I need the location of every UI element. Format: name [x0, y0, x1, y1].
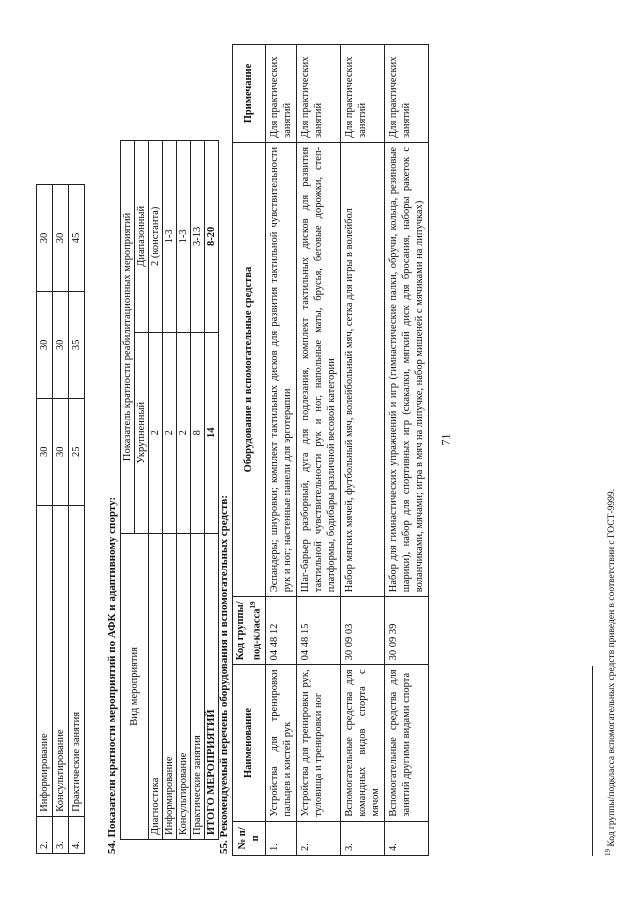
column-header-code [233, 597, 266, 665]
column-header-number: № п/п [233, 821, 266, 855]
row-name: Информирование [37, 505, 53, 816]
table-row [177, 141, 191, 840]
row-name: Устройства для тренировки рук, туловища и тренировки ног [296, 665, 340, 821]
row-value: 30 [37, 185, 53, 292]
activity-enlarged: 2 [177, 332, 191, 533]
row-value: 25 [69, 398, 85, 505]
table-header-row [121, 141, 135, 840]
activity-range: 1-3 [177, 141, 191, 333]
row-name: Практические занятия [69, 505, 85, 816]
section-54-heading: 54. Показатели кратности мероприятий по АФК и адаптивному спорту: [106, 496, 118, 854]
footnote-mark: 19 [604, 849, 612, 856]
activity-range: 3-13 [191, 141, 205, 333]
table-row [340, 45, 384, 856]
column-header-name: Наименование [233, 665, 266, 821]
activity-enlarged: 8 [191, 332, 205, 533]
row-note: Для практических занятий [265, 45, 296, 143]
row-value: 45 [69, 185, 85, 292]
row-name: Консультирование [53, 505, 69, 816]
row-number: 2. [296, 821, 340, 855]
row-note: Для практических занятий [296, 45, 340, 143]
footnote [604, 489, 617, 856]
activity-name: ИТОГО МЕРОПРИЯТИЙ [205, 533, 219, 839]
row-equipment: Эспандеры; шнуровки; комплект тактильных дисков для развития тактильной чувствительности рук и ног; настенные панели для эрготерапии [265, 142, 296, 596]
row-note: Для практических занятий [340, 45, 384, 143]
activity-name: Консультирование [177, 533, 191, 839]
column-header-equipment: Оборудование и вспомогательные средства [233, 142, 266, 596]
row-number: 2. [37, 816, 53, 853]
table-row [296, 45, 340, 856]
row-note: Для практических занятий [384, 45, 428, 143]
row-name: Устройства для тренировки пальцев и кистей рук [265, 665, 296, 821]
row-code: 04 48 15 [296, 597, 340, 665]
section-55-heading: 55. Рекомендуемый перечень оборудования и вспомогательных средств: [218, 495, 230, 854]
activity-enlarged: 14 [205, 332, 219, 533]
row-value: 30 [37, 398, 53, 505]
table-row [69, 185, 85, 854]
row-number: 4. [384, 821, 428, 855]
row-equipment: Шаг-барьер разборный, дуга для подлезания, комплект тактильных дисков для развития тактильной чувствительности рук и ног, напольные маты, брусья, беговые дорожки, степ-платформы, бодибары различной весовой категории [296, 142, 340, 596]
activity-name: Диагностика [149, 533, 163, 839]
row-equipment: Набор для гимнастических упражнений и игр (гимнастические палки, обручи, кольца, резиновые шарики), набор для спортивных игр (скакалки, мягкий диск для бросания, наборы ракеток с воланчиками, мячами; игра в мяч на липучке, набор мишеней с мячиками на липучках) [384, 142, 428, 596]
table-row [37, 185, 53, 854]
table-row [53, 185, 69, 854]
row-code: 30 09 03 [340, 597, 384, 665]
activity-range: 1-3 [163, 141, 177, 333]
previous-table-continuation [36, 184, 85, 854]
activity-frequency-table [120, 140, 219, 840]
footnote-mark: 19 [249, 601, 257, 609]
footnote-divider [592, 666, 593, 856]
row-value: 30 [53, 185, 69, 292]
column-header-range: Диапазонный [135, 141, 149, 333]
footnote-text: Код группы/подкласса вспомогательных средств приведен в соответствии с ГОСТ-9999. [607, 489, 618, 849]
row-equipment: Набор мягких мячей, футбольный мяч, волейбольный мяч, сетка для игры в волейбол [340, 142, 384, 596]
activity-range: 2 (константа) [149, 141, 163, 333]
activity-name: Информирование [163, 533, 177, 839]
column-header-note: Примечание [233, 45, 266, 143]
column-header-group: Показатель кратности реабилитационных мероприятий [121, 141, 135, 534]
activity-enlarged: 2 [163, 332, 177, 533]
table-row [265, 45, 296, 856]
row-value: 30 [53, 291, 69, 398]
table-row [149, 141, 163, 840]
column-header-activity: Вид мероприятия [121, 533, 149, 839]
row-value: 35 [69, 291, 85, 398]
row-number: 4. [69, 816, 85, 853]
table-header-row [233, 45, 266, 856]
row-code: 30 09 39 [384, 597, 428, 665]
table-total-row [205, 141, 219, 840]
activity-range: 8-20 [205, 141, 219, 333]
column-header-enlarged: Укрупненный [135, 332, 149, 533]
equipment-table [232, 44, 429, 856]
row-value: 30 [37, 291, 53, 398]
row-name: Вспомогательные средства для занятий другими видами спорта [384, 665, 428, 821]
activity-enlarged: 2 [149, 332, 163, 533]
row-number: 1. [265, 821, 296, 855]
table-row [163, 141, 177, 840]
table-row [191, 141, 205, 840]
row-number: 3. [340, 821, 384, 855]
page-number: 71 [438, 433, 453, 446]
row-number: 3. [53, 816, 69, 853]
row-name: Вспомогательные средства для командных видов спорта с мячом [340, 665, 384, 821]
code-header-text: Код группы/под-класса [235, 601, 263, 661]
table-row [384, 45, 428, 856]
row-value: 30 [53, 398, 69, 505]
row-code: 04 48 12 [265, 597, 296, 665]
activity-name: Практические занятия [191, 533, 205, 839]
